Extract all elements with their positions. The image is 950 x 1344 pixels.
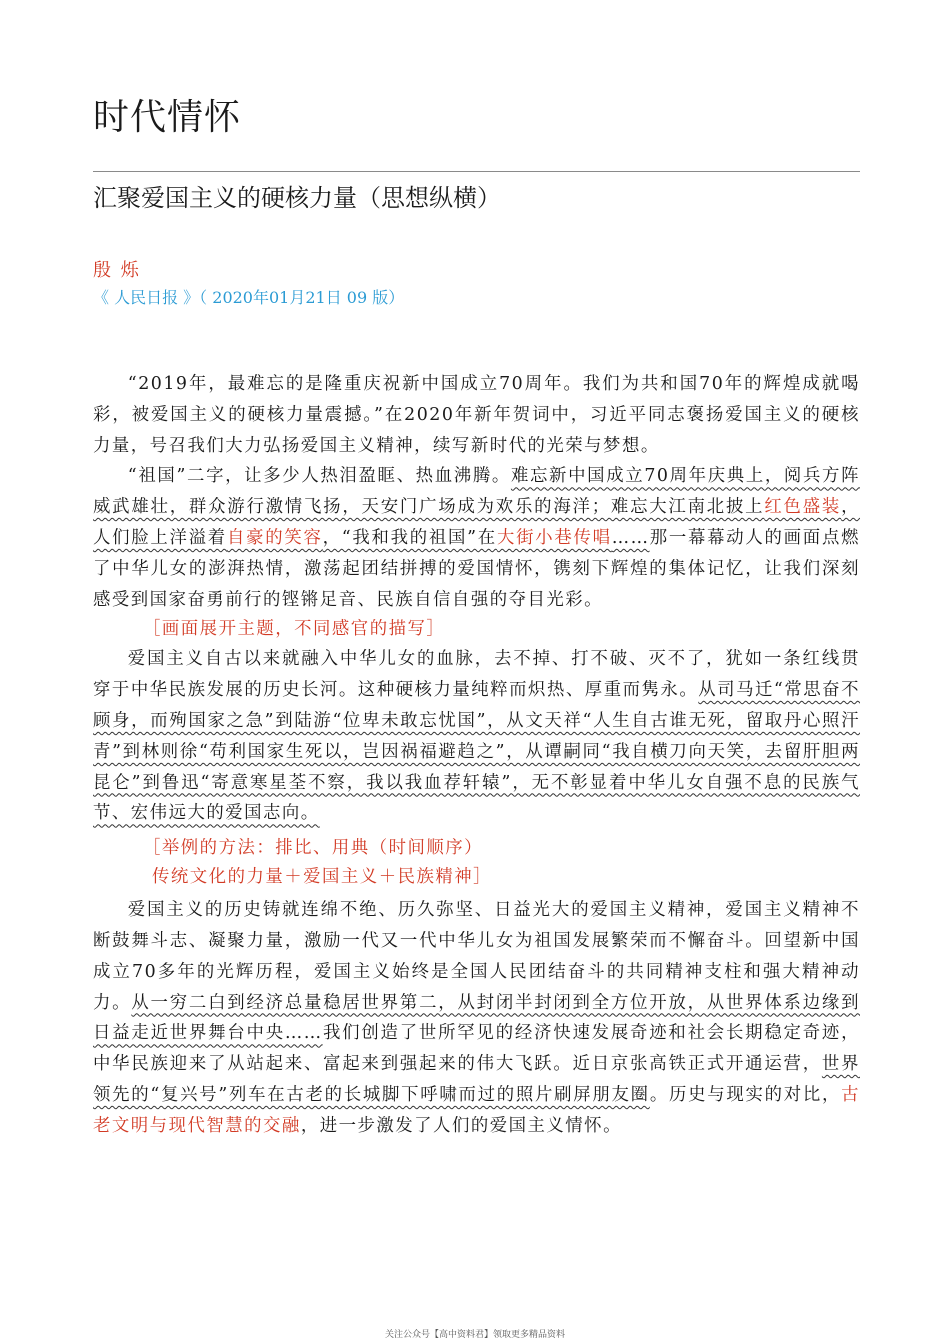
paragraph-4-text: 我们创造了世所罕见的经济快速发展奇迹和社会长期稳定奇迹，中华民族迎来了从站起来、富起来到强起来的伟大飞跃。近日京张高铁正式开通运营，: [93, 1023, 860, 1075]
paragraph-2: [93, 461, 860, 615]
paragraph-2-text: 难忘新中国成立70周年庆典上，阅兵方阵威武雄壮，群众游行激情飞扬，天安门广场成为欢乐的海洋；难忘大江南北披上: [93, 466, 860, 518]
highlight-red-attire: 红色盛装: [764, 497, 842, 518]
highlight-civilization-wisdom: 古老文明与现代智慧的交融: [93, 1084, 860, 1136]
paragraph-1-text: “2019年，最难忘的是隆重庆祝新中国成立70周年。我们为共和国70年的辉煌成就喝彩，被爱国主义的硬核力量震撼。”在2020年新年贺词中，习近平同志褒扬爱国主义的硬核力量，号召我们大力弘扬爱国主义精神，续写新时代的光荣与梦想。: [93, 374, 860, 456]
paragraph-2-text: ，人们脸上洋溢着: [93, 497, 860, 548]
paragraph-2-lead: “祖国”二字，让多少人热泪盈眶、热血沸腾。: [127, 466, 511, 487]
paragraph-4-text: 爱国主义的历史铸就连绵不绝、历久弥坚、日益光大的爱国主义精神，爱国主义精神不断鼓舞斗志、凝聚力量，激励一代又一代中华儿女为祖国发展繁荣而不懈奋斗。回望新中国成立70多年的光辉历程，爱国主义始终是全国人民团结奋斗的共同精神支柱和强大精神动力。: [93, 900, 860, 1013]
paragraph-4-text: ，进一步激发了人们的爱国主义情怀。: [300, 1115, 622, 1136]
paragraph-2-text: ，“我和我的祖国”在: [322, 527, 497, 548]
paragraph-3: [93, 644, 860, 829]
page-title: 时代情怀: [93, 97, 242, 138]
article-body: [93, 369, 860, 1142]
highlight-streets-singing: 大街小巷传唱: [496, 527, 612, 548]
annotation-note: ［画面展开主题，不同感官的描写］: [143, 619, 446, 640]
title-divider: [93, 171, 860, 172]
annotation-note: ［举例的方法：排比、用典（时间顺序）: [143, 838, 484, 859]
paragraph-2-text: ……: [611, 527, 650, 548]
underlined-passage: 世界领先的“复兴号”列车在古老的长城脚下呼啸而过的照片刷屏朋友圈: [93, 1054, 860, 1105]
highlight-proud-smile: 自豪的笑容: [226, 527, 323, 548]
underlined-passage: 从司马迁“常思奋不顾身，而殉国家之急”到陆游“位卑未敢忘忧国”，从文天祥“人生自古谁无死，留取丹心照汗青”到林则徐“苟利国家生死以，岂因祸福避趋之”，从谭嗣同“我自横刀向天笑，去留肝胆两昆仑”到鲁迅“寄意寒星荃不察，我以我血荐轩辕”，无不彰显着中华儿女自强不息的民族气节、宏伟远大的爱国志向。: [93, 680, 860, 824]
paragraph-4-text: 。历史与现实的对比，: [649, 1084, 842, 1105]
page-footer: 关注公众号【高中资料君】领取更多精品资料: [384, 1330, 565, 1340]
paragraph-3-text: 爱国主义自古以来就融入中华儿女的血脉，去不掉、打不破、灭不了，犹如一条红线贯穿于中华民族发展的历史长河。这种硬核力量纯粹而炽热、厚重而隽永。: [93, 649, 860, 701]
article-title: 汇聚爱国主义的硬核力量（思想纵横）: [93, 184, 501, 212]
annotation-note: 传统文化的力量＋爱国主义＋民族精神］: [152, 867, 493, 888]
paragraph-4: [93, 895, 860, 1141]
underlined-passage: 从一穷二白到经济总量稳居世界第二，从封闭半封闭到全方位开放，从世界体系边缘到日益走近世界舞台中央……: [93, 992, 860, 1044]
article-author: 殷 烁: [93, 260, 141, 281]
article-source: 《 人民日报 》（ 2020年01月21日 09 版）: [93, 288, 405, 307]
paragraph-2-text: 那一幕幕动人的画面点燃了中华儿女的澎湃热情，激荡起团结拼搏的爱国情怀，镌刻下辉煌的集体记忆，让我们深刻感受到国家奋勇前行的铿锵足音、民族自信自强的夺目光彩。: [93, 527, 860, 610]
paragraph-1: [93, 369, 860, 461]
